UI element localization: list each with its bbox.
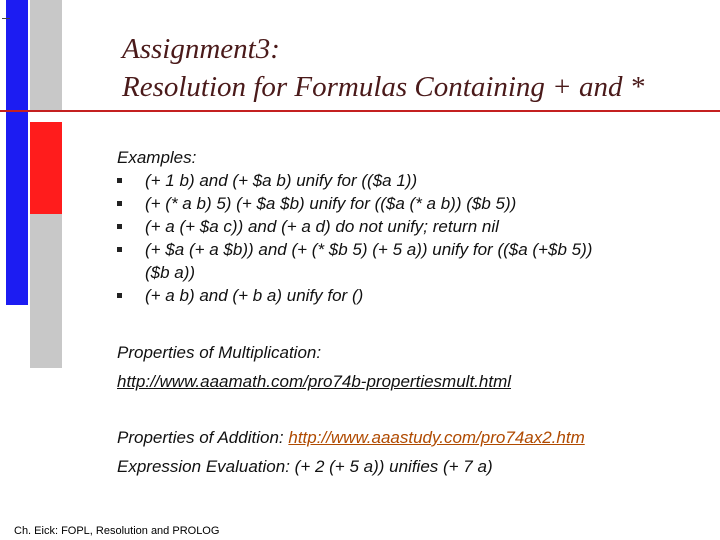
bullet-icon xyxy=(117,224,122,229)
example-item xyxy=(117,192,707,215)
bullet-icon xyxy=(117,247,122,252)
example-text: (+ 1 b) and (+ $a b) unify for (($a 1)) xyxy=(145,171,418,190)
example-text: (+ a (+ $a c)) and (+ a d) do not unify; return nil xyxy=(145,217,499,236)
example-text: (+ $a (+ a $b)) and (+ (* $b 5) (+ 5 a)) unify for (($a (+$b 5)) xyxy=(145,240,593,259)
addition-link[interactable]: http://www.aaastudy.com/pro74ax2.htm xyxy=(288,428,585,447)
examples-heading: Examples: xyxy=(117,148,197,167)
expression-evaluation: Expression Evaluation: (+ 2 (+ 5 a)) unifies (+ 7 a) xyxy=(117,457,493,476)
slide-title xyxy=(122,30,644,106)
decor-blue-bar xyxy=(6,0,28,305)
addition-label: Properties of Addition: xyxy=(117,428,289,447)
slide-body xyxy=(117,146,707,481)
slide-footer: Ch. Eick: FOPL, Resolution and PROLOG xyxy=(14,525,220,537)
decor-gray-bar-top xyxy=(30,0,62,110)
examples-list xyxy=(117,169,707,307)
decor-title-rule xyxy=(0,110,720,112)
decor-corner-tick xyxy=(2,18,10,19)
example-text: (+ (* a b) 5) (+ $a $b) unify for (($a (* a b)) ($b 5)) xyxy=(145,194,517,213)
bullet-icon xyxy=(117,293,122,298)
slide-title-line-1: Assignment3: xyxy=(122,33,280,65)
decor-red-block xyxy=(30,122,62,214)
example-item xyxy=(117,169,707,192)
example-item xyxy=(117,215,707,238)
example-continuation: ($b a)) xyxy=(145,263,196,282)
bullet-icon xyxy=(117,201,122,206)
multiplication-heading: Properties of Multiplication: xyxy=(117,343,322,362)
multiplication-link[interactable]: http://www.aaamath.com/pro74b-propertiesmult.html xyxy=(117,372,512,391)
bullet-icon xyxy=(117,178,122,183)
slide-title-line-2: Resolution for Formulas Containing + and * xyxy=(122,71,645,103)
example-text: (+ a b) and (+ b a) unify for () xyxy=(145,286,364,305)
example-item xyxy=(117,238,707,284)
example-item xyxy=(117,284,707,307)
